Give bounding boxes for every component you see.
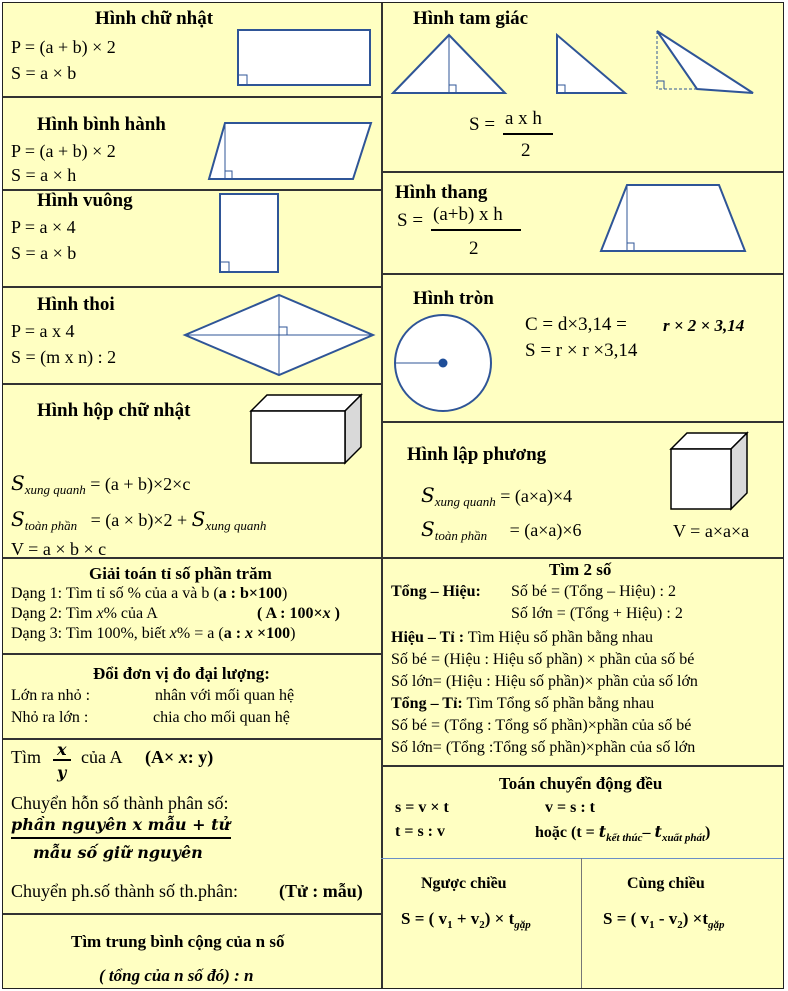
motion-velocity: v = s : t: [545, 799, 595, 816]
same-formula: S = ( $v_1 - v_2) \times t_{gặp}$: [603, 909, 725, 931]
cube-title: Hình lập phương: [407, 444, 547, 465]
divider: [3, 96, 381, 98]
box-lateral-area: $S_{xung quanh} = (a + b)\times 2\times c$: [11, 471, 191, 497]
trapezoid-shape: [599, 183, 749, 255]
square-perimeter: P = a × 4: [11, 217, 76, 237]
percent-type1: Dạng 1: Tìm tỉ số % của a và b (a : b×100): [11, 585, 288, 602]
percent-type2-rule: ( A : 100×x ): [257, 605, 340, 622]
units-row-2-label: Nhỏ ra lớn :: [11, 709, 89, 726]
opposite-formula: S = ( $v_1 + v_2) \times t_{gặp}$: [401, 909, 531, 931]
triangle-area-numerator: a x h: [505, 108, 542, 129]
diff-ratio-large: Số lớn= (Hiệu : Hiệu số phần)× phần của số lớn: [391, 673, 698, 690]
triangle-title: Hình tam giác: [413, 8, 529, 29]
cube-volume: V = a×a×a: [673, 521, 750, 541]
cube-lateral-area: $S_{xung quanh} = (a\times a)\times 4$: [421, 483, 573, 509]
rhombus-title: Hình thoi: [37, 294, 115, 315]
motion-time-alt: hoặc ($t = t_{kết thúc}-$ $t_{xuất phát}$): [535, 822, 711, 844]
square-area: S = a × b: [11, 243, 77, 263]
divider: [3, 913, 381, 915]
rectangle-shape: [237, 29, 377, 89]
units-title: Đổi đơn vị đo đại lượng:: [93, 664, 270, 683]
rhombus-shape: [183, 293, 379, 379]
units-row-1-label: Lớn ra nhỏ :: [11, 687, 91, 704]
triangle-fraction-bar: [503, 133, 553, 135]
same-title: Cùng chiều: [627, 875, 705, 892]
fraction-x: x: [57, 740, 67, 759]
triangle-obtuse-shape: [653, 27, 763, 99]
divider: [381, 765, 784, 767]
mixed-numerator: phần nguyên x mẫu + tử: [11, 815, 231, 834]
divider: [3, 557, 784, 559]
divider: [381, 171, 784, 173]
average-title: Tìm trung bình cộng của n số: [71, 932, 285, 951]
divider: [3, 286, 381, 288]
rhombus-perimeter: P = a x 4: [11, 321, 75, 341]
opposite-title: Ngược chiều: [421, 875, 507, 892]
para-title: Hình bình hành: [37, 114, 166, 135]
units-row-2-value: chia cho mối quan hệ: [153, 709, 290, 726]
circle-title: Hình tròn: [413, 288, 494, 309]
decimal-rule: (Tử : mẫu): [279, 881, 363, 901]
divider: [3, 653, 381, 655]
triangle-area-prefix: S =: [469, 114, 496, 135]
circle-circumference-alt: r × 2 × 3,14: [663, 316, 745, 335]
mixed-denominator: mẫu số giữ nguyên: [33, 843, 203, 862]
sum-diff-large: Số lớn = (Tổng + Hiệu) : 2: [511, 605, 683, 622]
sum-ratio-small: Số bé = (Tổng : Tổng số phần)×phần của số bé: [391, 717, 692, 734]
square-title: Hình vuông: [37, 190, 133, 211]
divider: [381, 421, 784, 423]
trapezoid-area-denominator: 2: [469, 238, 479, 259]
motion-distance: s = v × t: [395, 799, 449, 816]
two-numbers-title: Tìm 2 số: [549, 560, 612, 579]
triangle-area-denominator: 2: [521, 140, 531, 161]
triangle-acute-shape: [391, 33, 509, 97]
divider: [581, 858, 582, 989]
percent-type3: Dạng 3: Tìm 100%, biết x% = a (a : x ×100): [11, 625, 296, 642]
cube-total-area: $S_{toàn phần}$ = (a×a)×6: [421, 517, 582, 543]
rect-area: S = a × b: [11, 63, 77, 83]
circle-shape: [393, 313, 497, 417]
fraction-rule: (A× x: y): [145, 747, 214, 767]
units-row-1-value: nhân với mối quan hệ: [155, 687, 295, 704]
circle-circumference: C = d×3,14 =: [525, 314, 627, 335]
sum-ratio-row: Tổng – Tỉ: Tìm Tổng số phần bằng nhau: [391, 695, 655, 712]
percent-type2: Dạng 2: Tìm x% của A: [11, 605, 158, 622]
fraction-find-label: Tìm: [11, 747, 41, 767]
fraction-of-a: của A: [81, 747, 123, 767]
trapezoid-area-numerator: (a+b) x h: [433, 204, 503, 225]
box-volume: V = a × b × c: [11, 539, 107, 559]
fraction-bar: [53, 759, 71, 761]
motion-title: Toán chuyển động đều: [499, 774, 663, 793]
trapezoid-fraction-bar: [431, 229, 521, 231]
center-divider: [381, 3, 383, 989]
decimal-title: Chuyển ph.số thành số th.phân:: [11, 881, 238, 901]
mixed-fraction-bar: [11, 837, 231, 839]
para-perimeter: P = (a + b) × 2: [11, 141, 116, 161]
divider: [3, 383, 381, 385]
rect-title: Hình chữ nhật: [95, 8, 214, 29]
square-shape: [219, 193, 285, 275]
sum-diff-label: Tổng – Hiệu:: [391, 583, 481, 600]
trapezoid-area-prefix: S =: [397, 210, 424, 231]
circle-area: S = r × r ×3,14: [525, 340, 638, 361]
rhombus-area: S = (m x n) : 2: [11, 347, 117, 367]
para-area: S = a × h: [11, 165, 77, 185]
rect-perimeter: P = (a + b) × 2: [11, 37, 116, 57]
box-title: Hình hộp chữ nhật: [37, 400, 191, 421]
triangle-right-shape: [555, 33, 629, 97]
motion-time: t = s : v: [395, 823, 445, 840]
cube-shape: [669, 431, 751, 511]
sum-diff-small: Số bé = (Tổng – Hiệu) : 2: [511, 583, 676, 600]
diff-ratio-small: Số bé = (Hiệu : Hiệu số phần) × phần của số bé: [391, 651, 695, 668]
cuboid-shape: [249, 393, 365, 469]
divider: [381, 858, 784, 859]
fraction-y: y: [57, 763, 67, 782]
formula-sheet: [2, 2, 784, 989]
average-formula: ( tổng của n số đó) : n: [99, 966, 254, 985]
percent-title: Giải toán tỉ số phần trăm: [89, 564, 272, 583]
box-total-area: $S_{toàn phần}$ = $(a \times b)\times 2 + S_{xung quanh}$: [11, 507, 267, 533]
divider: [381, 273, 784, 275]
sum-ratio-large: Số lớn= (Tổng :Tổng số phần)×phần của số lớn: [391, 739, 696, 756]
trapezoid-title: Hình thang: [395, 182, 488, 203]
mixed-number-title: Chuyển hỗn số thành phân số:: [11, 793, 229, 813]
parallelogram-shape: [207, 121, 377, 183]
diff-ratio-row: Hiệu – Tỉ : Tìm Hiệu số phần bằng nhau: [391, 629, 654, 646]
